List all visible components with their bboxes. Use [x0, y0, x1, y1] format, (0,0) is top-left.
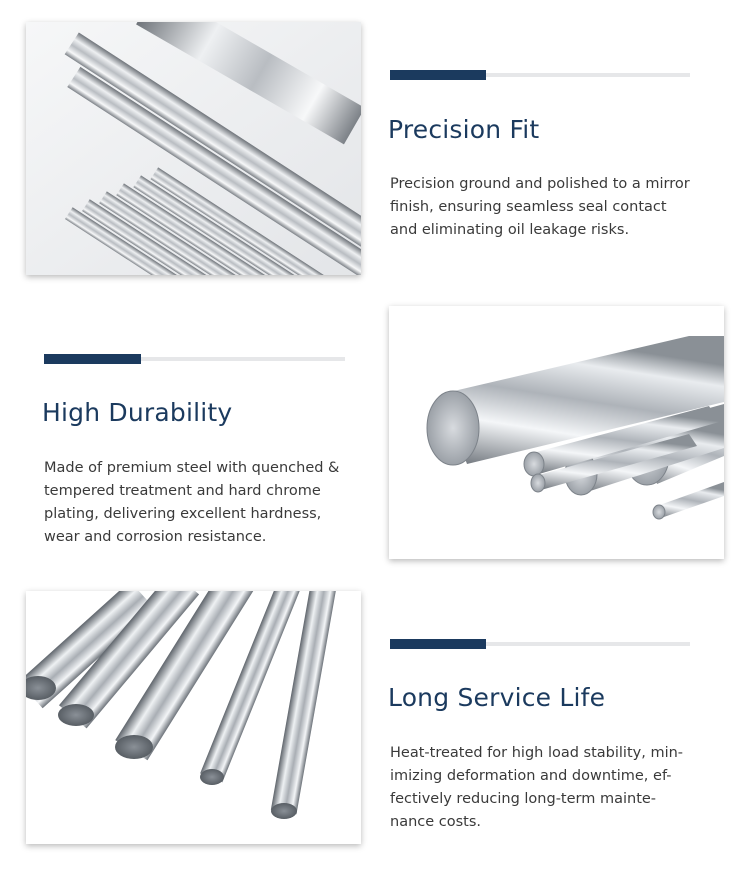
accent-bar-long-service-life [390, 642, 690, 646]
accent-bar-high-durability [44, 357, 345, 361]
feature-image-long-service-life [26, 591, 361, 844]
feature-description-long-service-life: Heat-treated for high load stability, min- imizing deformation and downtime, ef- fectively reducing long-term mainte- nance costs. [390, 745, 684, 830]
accent-bar-precision-fit [390, 73, 690, 77]
feature-image-high-durability [389, 306, 724, 559]
feature-description-precision-fit: Precision ground and polished to a mirror finish, ensuring seamless seal contact and eliminating oil leakage risks. [390, 176, 690, 238]
feature-title-long-service-life: Long Service Life [388, 683, 606, 712]
chrome-bars-illustration [389, 306, 724, 559]
feature-title-precision-fit: Precision Fit [388, 115, 540, 144]
feature-description-high-durability: Made of premium steel with quenched & tempered treatment and hard chrome plating, delivering excellent hardness, wear and corrosion resistance. [44, 460, 340, 545]
steel-rods-illustration [26, 22, 361, 275]
feature-image-precision-fit [26, 22, 361, 275]
angled-rods-illustration [26, 591, 361, 844]
feature-title-high-durability: High Durability [42, 398, 233, 427]
